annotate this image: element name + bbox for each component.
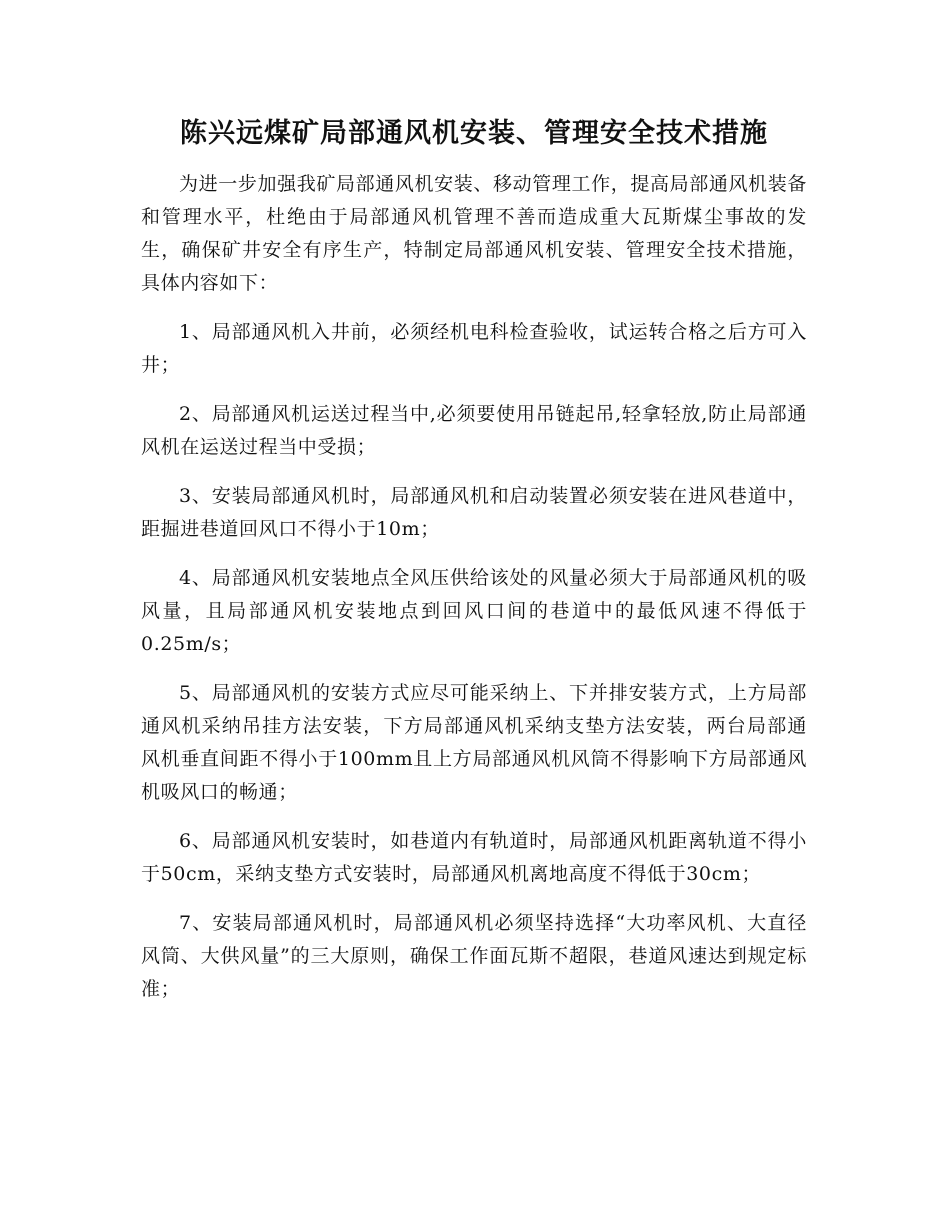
measure-item-1: 1、局部通风机入井前，必须经机电科检查验收，试运转合格之后方可入井； <box>141 321 807 376</box>
document-title: 陈兴远煤矿局部通风机安装、管理安全技术措施 <box>180 118 768 149</box>
measure-item-2: 2、局部通风机运送过程当中,必须要使用吊链起吊,轻拿轻放,防止局部通风机在运送过程当中受损； <box>141 403 807 458</box>
intro-paragraph: 为进一步加强我矿局部通风机安装、移动管理工作，提高局部通风机装备和管理水平，杜绝由于局部通风机管理不善而造成重大瓦斯煤尘事故的发生，确保矿井安全有序生产，特制定局部通风机安装、管理安全技术措施，具体内容如下： <box>141 173 807 294</box>
measure-item-6: 6、局部通风机安装时，如巷道内有轨道时，局部通风机距离轨道不得小于50cm，采纳支垫方式安装时，局部通风机离地高度不得低于30cm； <box>141 830 807 885</box>
measure-item-7: 7、安装局部通风机时，局部通风机必须坚持选择“大功率风机、大直径风筒、大供风量”的三大原则，确保工作面瓦斯不超限，巷道风速达到规定标准； <box>141 912 807 1000</box>
measure-item-3: 3、安装局部通风机时，局部通风机和启动装置必须安装在进风巷道中，距掘进巷道回风口不得小于10m； <box>141 485 807 540</box>
measure-item-4: 4、局部通风机安装地点全风压供给该处的风量必须大于局部通风机的吸风量，且局部通风机安装地点到回风口间的巷道中的最低风速不得低于0.25m/s； <box>141 567 807 655</box>
measure-item-5: 5、局部通风机的安装方式应尽可能采纳上、下并排安装方式，上方局部通风机采纳吊挂方法安装，下方局部通风机采纳支垫方法安装，两台局部通风机垂直间距不得小于100mm且上方局部通风机风筒不得影响下方局部通风机吸风口的畅通； <box>141 682 807 803</box>
